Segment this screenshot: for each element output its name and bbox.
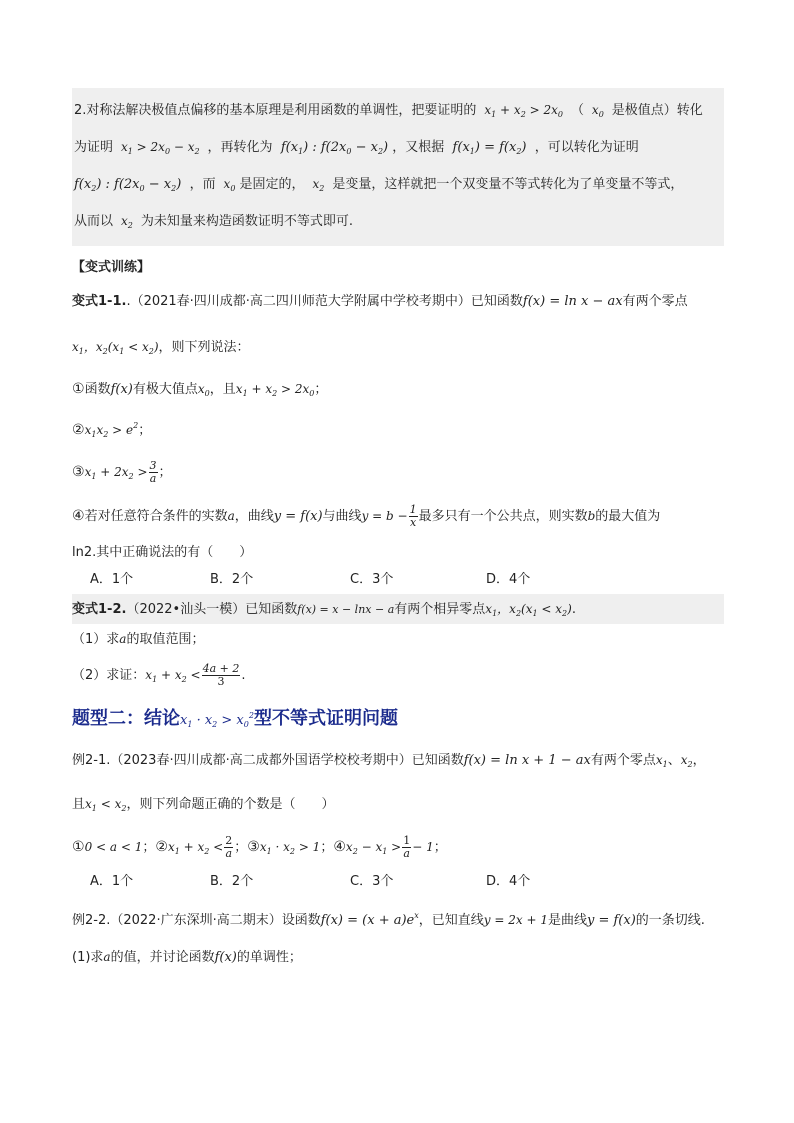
choice-b[interactable]: B．2个	[210, 874, 254, 889]
v11-option-1: ①函数f(x)有极大值点$x_0$，且$x_1 + x_2 > 2x_0$；	[72, 381, 328, 398]
method-note-box	[72, 88, 724, 246]
choice-c[interactable]: C．3个	[350, 572, 394, 587]
page-content	[72, 88, 724, 972]
section-label: 【变式训练】	[72, 260, 151, 275]
v11-line-1: 变式1-1..（2021春·四川成都·高二四川师范大学附属中学校考期中）已知函数f(x) = ln x − ax有两个零点	[72, 294, 688, 309]
intro-line-2: 为证明 $x_1 > 2x_0 - x_2$ ，再转化为 $f(x_1)$ : $f(2x_0 - x_2)$ ，又根据 $f(x_1) = f(x_2)$ ，可以转化为证明	[74, 140, 639, 156]
ex21-options: ①0 < a < 1；$②x_1 + x_2$ < $\frac{2}{a}$ ；$③x_1 \cdot x_2 > 1$；$④x_2 - x_1$ > $\frac{1}{a}$ − 1；	[72, 834, 447, 860]
choice-a[interactable]: A．1个	[90, 572, 134, 587]
choice-d[interactable]: D．4个	[486, 572, 531, 587]
ex22-q1: (1)求a的值，并讨论函数f(x)的单调性；	[72, 950, 302, 965]
choice-a[interactable]: A．1个	[90, 874, 134, 889]
v11-option-2: $②x_1x_2 > e^2$；	[72, 421, 152, 439]
v12-q2: （2）求证：$x_1 + x_2$ < $\frac{4a + 2}{3}$ .	[72, 662, 246, 688]
ex21-line-2: 且$x_1 < x_2$，则下列命题正确的个数是（ ）	[72, 797, 335, 813]
v11-line-last: ln2.其中正确说法的有（ ）	[72, 545, 253, 560]
v11-choices	[72, 568, 724, 592]
v12-q1: （1）求a的取值范围；	[72, 632, 205, 647]
choice-b[interactable]: B．2个	[210, 572, 254, 587]
section-heading-type-2: 题型二：结论$x_1 \cdot x_2 > x_0^2$型不等式证明问题	[72, 708, 398, 729]
v12-line-1: 变式1-2.（2022•汕头一模）已知函数f(x) = x − lnx − a有两个相异零点$x_1$，$x_2(x_1 < x_2)$.	[72, 594, 724, 624]
ex21-line-1: 例2-1.（2023春·四川成都·高二成都外国语学校校考期中）已知函数f(x) = ln x + 1 − ax有两个零点$x_1$、$x_2$，	[72, 753, 706, 769]
v11-option-4: ④若对任意符合条件的实数a，曲线y = f(x)与曲线y = b − $\frac{1}{x}$ 最多只有一个公共点，则实数b的最大值为	[72, 503, 661, 529]
choice-c[interactable]: C．3个	[350, 874, 394, 889]
ex22-line-1: 例2-2.（2022·广东深圳·高二期末）设函数$f(x) = (x + a)e^x$，已知直线y = 2x + 1是曲线y = f(x)的一条切线.	[72, 911, 705, 928]
v11-option-3: $③x_1 + 2x_2$ > $\frac{3}{a}$ ；	[72, 459, 172, 485]
v11-line-2: $x_1$，$x_2(x_1 < x_2)$，则下列说法：	[72, 340, 250, 356]
intro-line-3: $f(x_2)$ : $f(2x_0 - x_2)$ ，而 $x_0$ 是固定的， $x_2$ 是变量，这样就把一个双变量不等式转化为了单变量不等式，	[74, 177, 684, 193]
ex21-choices	[72, 870, 724, 894]
choice-d[interactable]: D．4个	[486, 874, 531, 889]
intro-line-4: 从而以 $x_2$ 为未知量来构造函数证明不等式即可.	[74, 214, 353, 230]
intro-line-1: 2.对称法解决极值点偏移的基本原理是利用函数的单调性，把要证明的 $x_1 + x_2 > 2x_0$ （ $x_0$ 是极值点）转化	[74, 103, 703, 119]
